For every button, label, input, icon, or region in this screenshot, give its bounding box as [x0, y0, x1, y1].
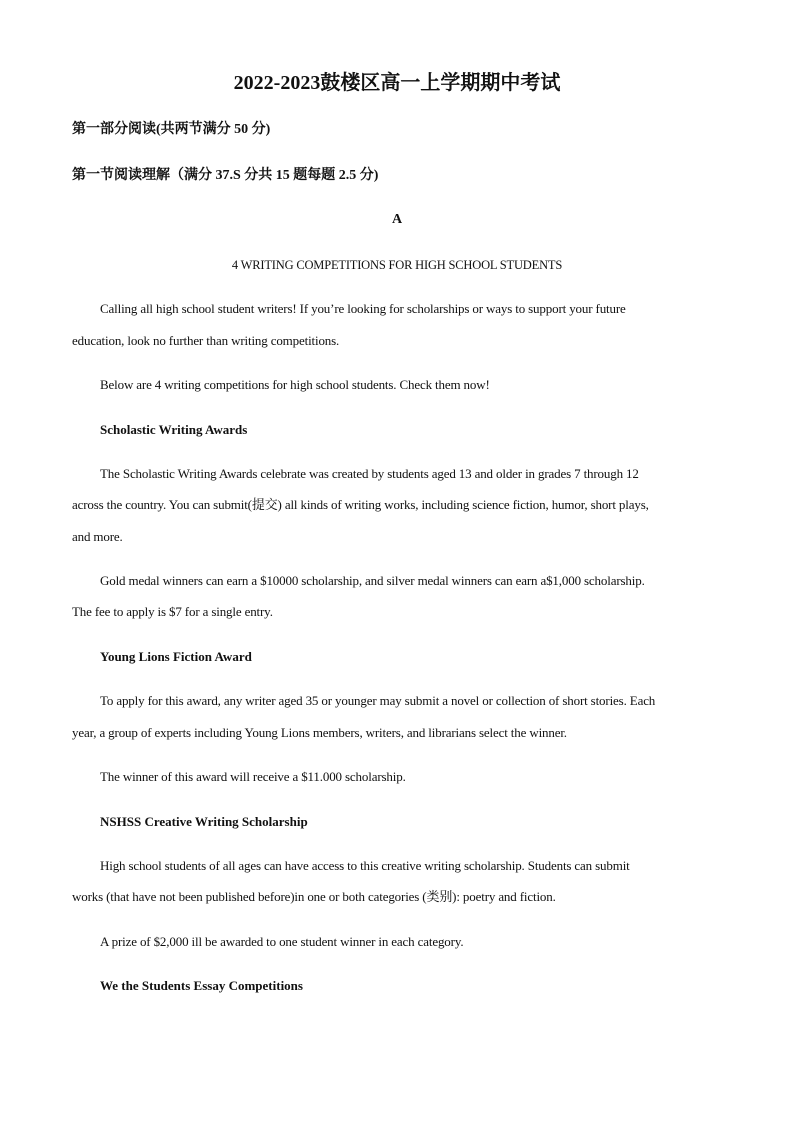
paragraph-line: High school students of all ages can have access to this creative writing scholarship. Students can submit — [100, 858, 630, 873]
paragraph-line: and more. — [72, 529, 123, 544]
paragraph-line: The Scholastic Writing Awards celebrate was created by students aged 13 and older in grades 7 through 12 — [100, 466, 639, 481]
paragraph-line: The fee to apply is $7 for a single entry. — [72, 604, 273, 619]
paragraph-line: across the country. You can submit(提交) all kinds of writing works, including science fiction, humor, short plays, — [72, 497, 649, 512]
paragraph-line: Gold medal winners can earn a $10000 scholarship, and silver medal winners can earn a$1,000 scholarship. — [100, 573, 645, 588]
intro-paragraph-line: education, look no further than writing competitions. — [72, 333, 340, 348]
competition-heading: Young Lions Fiction Award — [100, 649, 252, 664]
competition-heading: Scholastic Writing Awards — [100, 422, 248, 437]
paragraph-line: To apply for this award, any writer aged 35 or younger may submit a novel or collection of short stories. Each — [100, 693, 656, 708]
paragraph-line: A prize of $2,000 ill be awarded to one student winner in each category. — [100, 934, 464, 949]
intro-paragraph-line: Calling all high school student writers! If you’re looking for scholarships or ways to support your future — [100, 301, 626, 316]
paragraph-line: works (that have not been published before)in one or both categories (类别): poetry and fiction. — [72, 889, 556, 904]
paragraph-line: year, a group of experts including Young Lions members, writers, and librarians select the winner. — [72, 725, 567, 740]
part-heading: 第一部分阅读(共两节满分 50 分) — [72, 122, 271, 137]
passage-label: A — [391, 212, 403, 227]
intro-paragraph-line: Below are 4 writing competitions for high school students. Check them now! — [100, 377, 490, 392]
competition-heading: We the Students Essay Competitions — [100, 978, 303, 993]
passage-title: 4 WRITING COMPETITIONS FOR HIGH SCHOOL STUDENTS — [231, 258, 563, 272]
section-heading: 第一节阅读理解（满分 37.S 分共 15 题每题 2.5 分) — [72, 168, 379, 183]
competition-heading: NSHSS Creative Writing Scholarship — [100, 814, 308, 829]
exam-title: 2022-2023鼓楼区高一上学期期中考试 — [233, 72, 561, 94]
paragraph-line: The winner of this award will receive a $11.000 scholarship. — [100, 769, 406, 784]
